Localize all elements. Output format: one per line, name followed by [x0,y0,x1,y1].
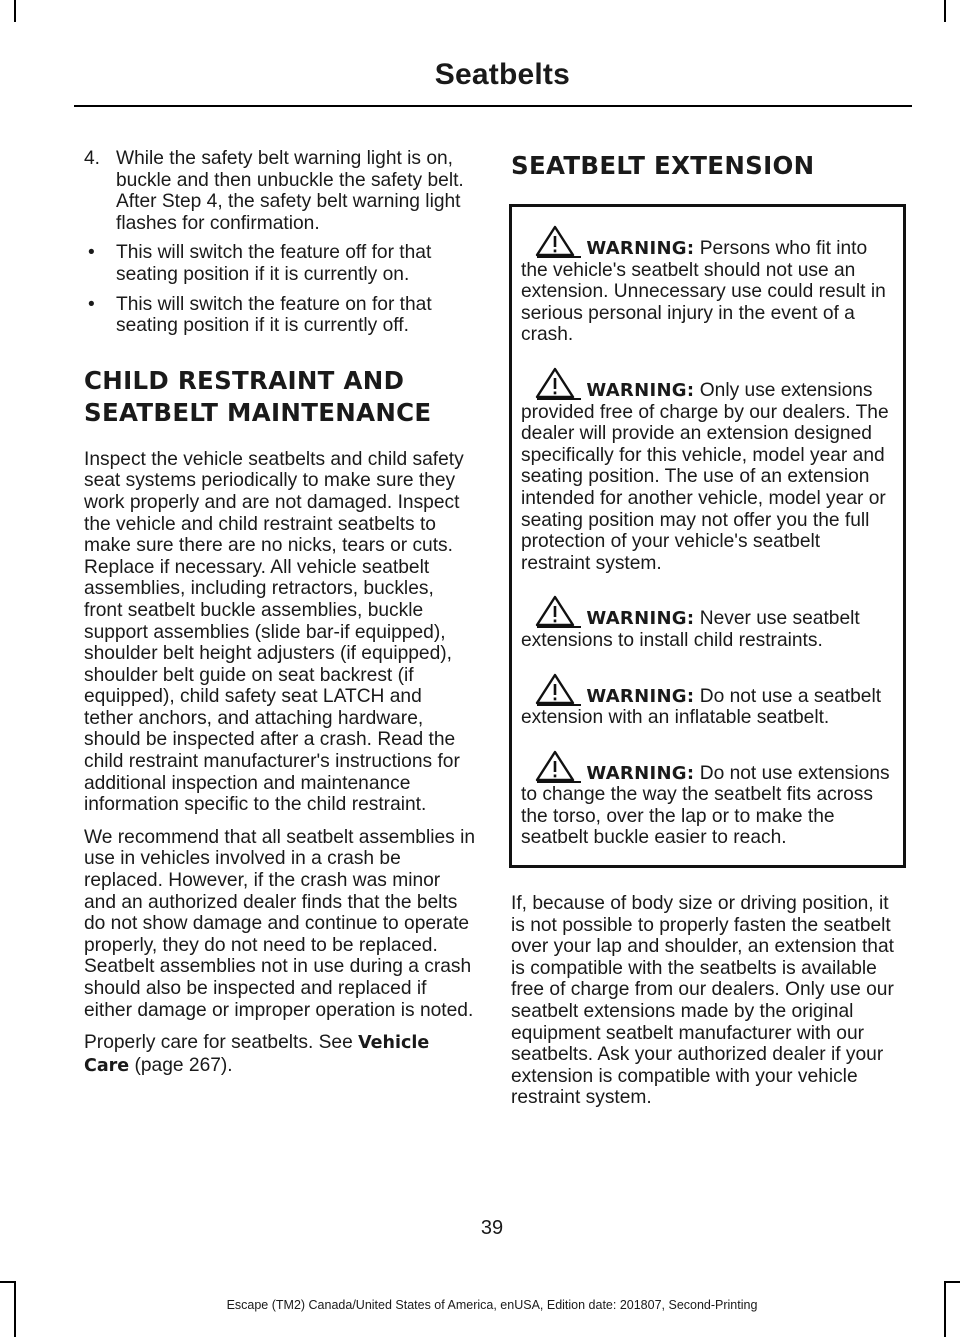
bullet-item [84,242,476,285]
warning-triangle-icon [535,673,581,707]
step-number: 4. [84,148,101,169]
crop-mark-top-left [14,0,16,22]
page-header-title: Seatbelts [434,58,570,91]
warning-label: WARNING: [586,608,695,630]
warning-item [521,225,894,346]
bullet-text: This will switch the feature off for that seating position if it is currently on. [116,242,432,285]
heading-line: CHILD RESTRAINT AND [84,365,405,395]
section-heading-child-restraint [84,365,476,429]
warning-text: Never use seatbelt extensions to install child restraints. [521,608,860,651]
care-suffix: (page 267). [129,1054,233,1076]
warning-box [509,204,906,868]
page-number: 39 [480,1217,504,1239]
warning-label: WARNING: [586,685,695,707]
warning-item [521,750,894,849]
heading-line: SEATBELT MAINTENANCE [84,397,432,427]
warning-text: Persons who fit into the vehicle's seatbelt should not use an extension. Unnecessary use could result in serious personal injury in the event of a crash. [521,238,886,346]
warning-label: WARNING: [586,762,695,784]
numbered-step [84,148,476,234]
left-column [84,148,476,1088]
warning-item [521,595,894,651]
right-column [511,148,906,1109]
warning-triangle-icon [535,750,581,784]
warning-label: WARNING: [586,379,695,401]
section-heading-seatbelt-extension: SEATBELT EXTENSION [511,151,815,180]
warning-triangle-icon [535,225,581,259]
extension-paragraph: If, because of body size or driving position, it is not possible to properly fasten the seatbelt over your lap and shoulder, an extension that is compatible with the seatbelts is available free of charge from our dealers. Only use our seatbelt extensions made by the original equipment seatbelt manufacturer with our seatbelts. Ask your authorized dealer if your extension is compatible with your vehicle restraint system. [511,893,894,1109]
vehicle-care-link[interactable]: Vehicle Care [84,1033,430,1076]
bullet-marker: • [88,293,95,315]
warning-text: Only use extensions provided free of charge by our dealers. The dealer will provide an extension designed specifically for this vehicle, model year and seating position. The use of an extension intended for another vehicle, model year or seating position may not offer you the full protection of your vehicle's seatbelt restraint system. [521,379,889,574]
step-text: While the safety belt warning light is on, buckle and then unbuckle the safety belt. After Step 4, the safety belt warning light flashes for confirmation. [116,148,464,234]
warning-triangle-icon [535,367,581,401]
warning-text: Do not use a seatbelt extension with an inflatable seatbelt. [521,685,882,729]
page-footer: Escape (TM2) Canada/United States of America, enUSA, Edition date: 201807, Second-Printing [226,1298,758,1312]
bullet-item [84,294,476,337]
body-paragraph: Inspect the vehicle seatbelts and child safety seat systems periodically to make sure they work properly and are not damaged. Inspect the vehicle and child restraint seatbelts to make sure there are no nicks, tears or cuts. Replace if necessary. All vehicle seatbelt assemblies, including retractors, buckles, front seatbelt buckle assemblies, buckle support assemblies (slide bar-if equipped), shoulder belt height adjusters (if equipped), shoulder belt guide on seat backrest (if equipped), child safety seat LATCH and tether anchors, and attaching hardware, should be inspected after a crash. Read the child restraint manufacturer's instructions for additional inspection and maintenance information specific to the child restraint. [84,448,464,816]
crop-mark-top-right [944,0,946,22]
warning-item [521,367,894,574]
care-reference [84,1032,476,1077]
warning-item [521,673,894,729]
body-paragraph: We recommend that all seatbelt assemblies in use in vehicles involved in a crash be replaced. However, if the crash was minor and an authorized dealer finds that the belts do not show damage and continue to operate properly, they do not need to be replaced. Seatbelt assemblies not in use during a crash should also be inspected and replaced if either damage or improper operation is noted. [84,826,476,1021]
warning-label: WARNING: [586,238,695,259]
bullet-text: This will switch the feature on for that seating position if it is currently off. [116,293,432,337]
warning-triangle-icon [535,595,581,629]
warning-text: Do not use extensions to change the way the seatbelt fits across the torso, over the lap or to make the seatbelt buckle easier to reach. [521,762,890,849]
crop-mark-bottom-left [0,1281,14,1283]
crop-mark-bottom-right-h [946,1281,960,1283]
care-prefix: Properly care for seatbelts. See [84,1032,359,1054]
bullet-marker: • [88,242,95,264]
header-divider [74,105,912,107]
